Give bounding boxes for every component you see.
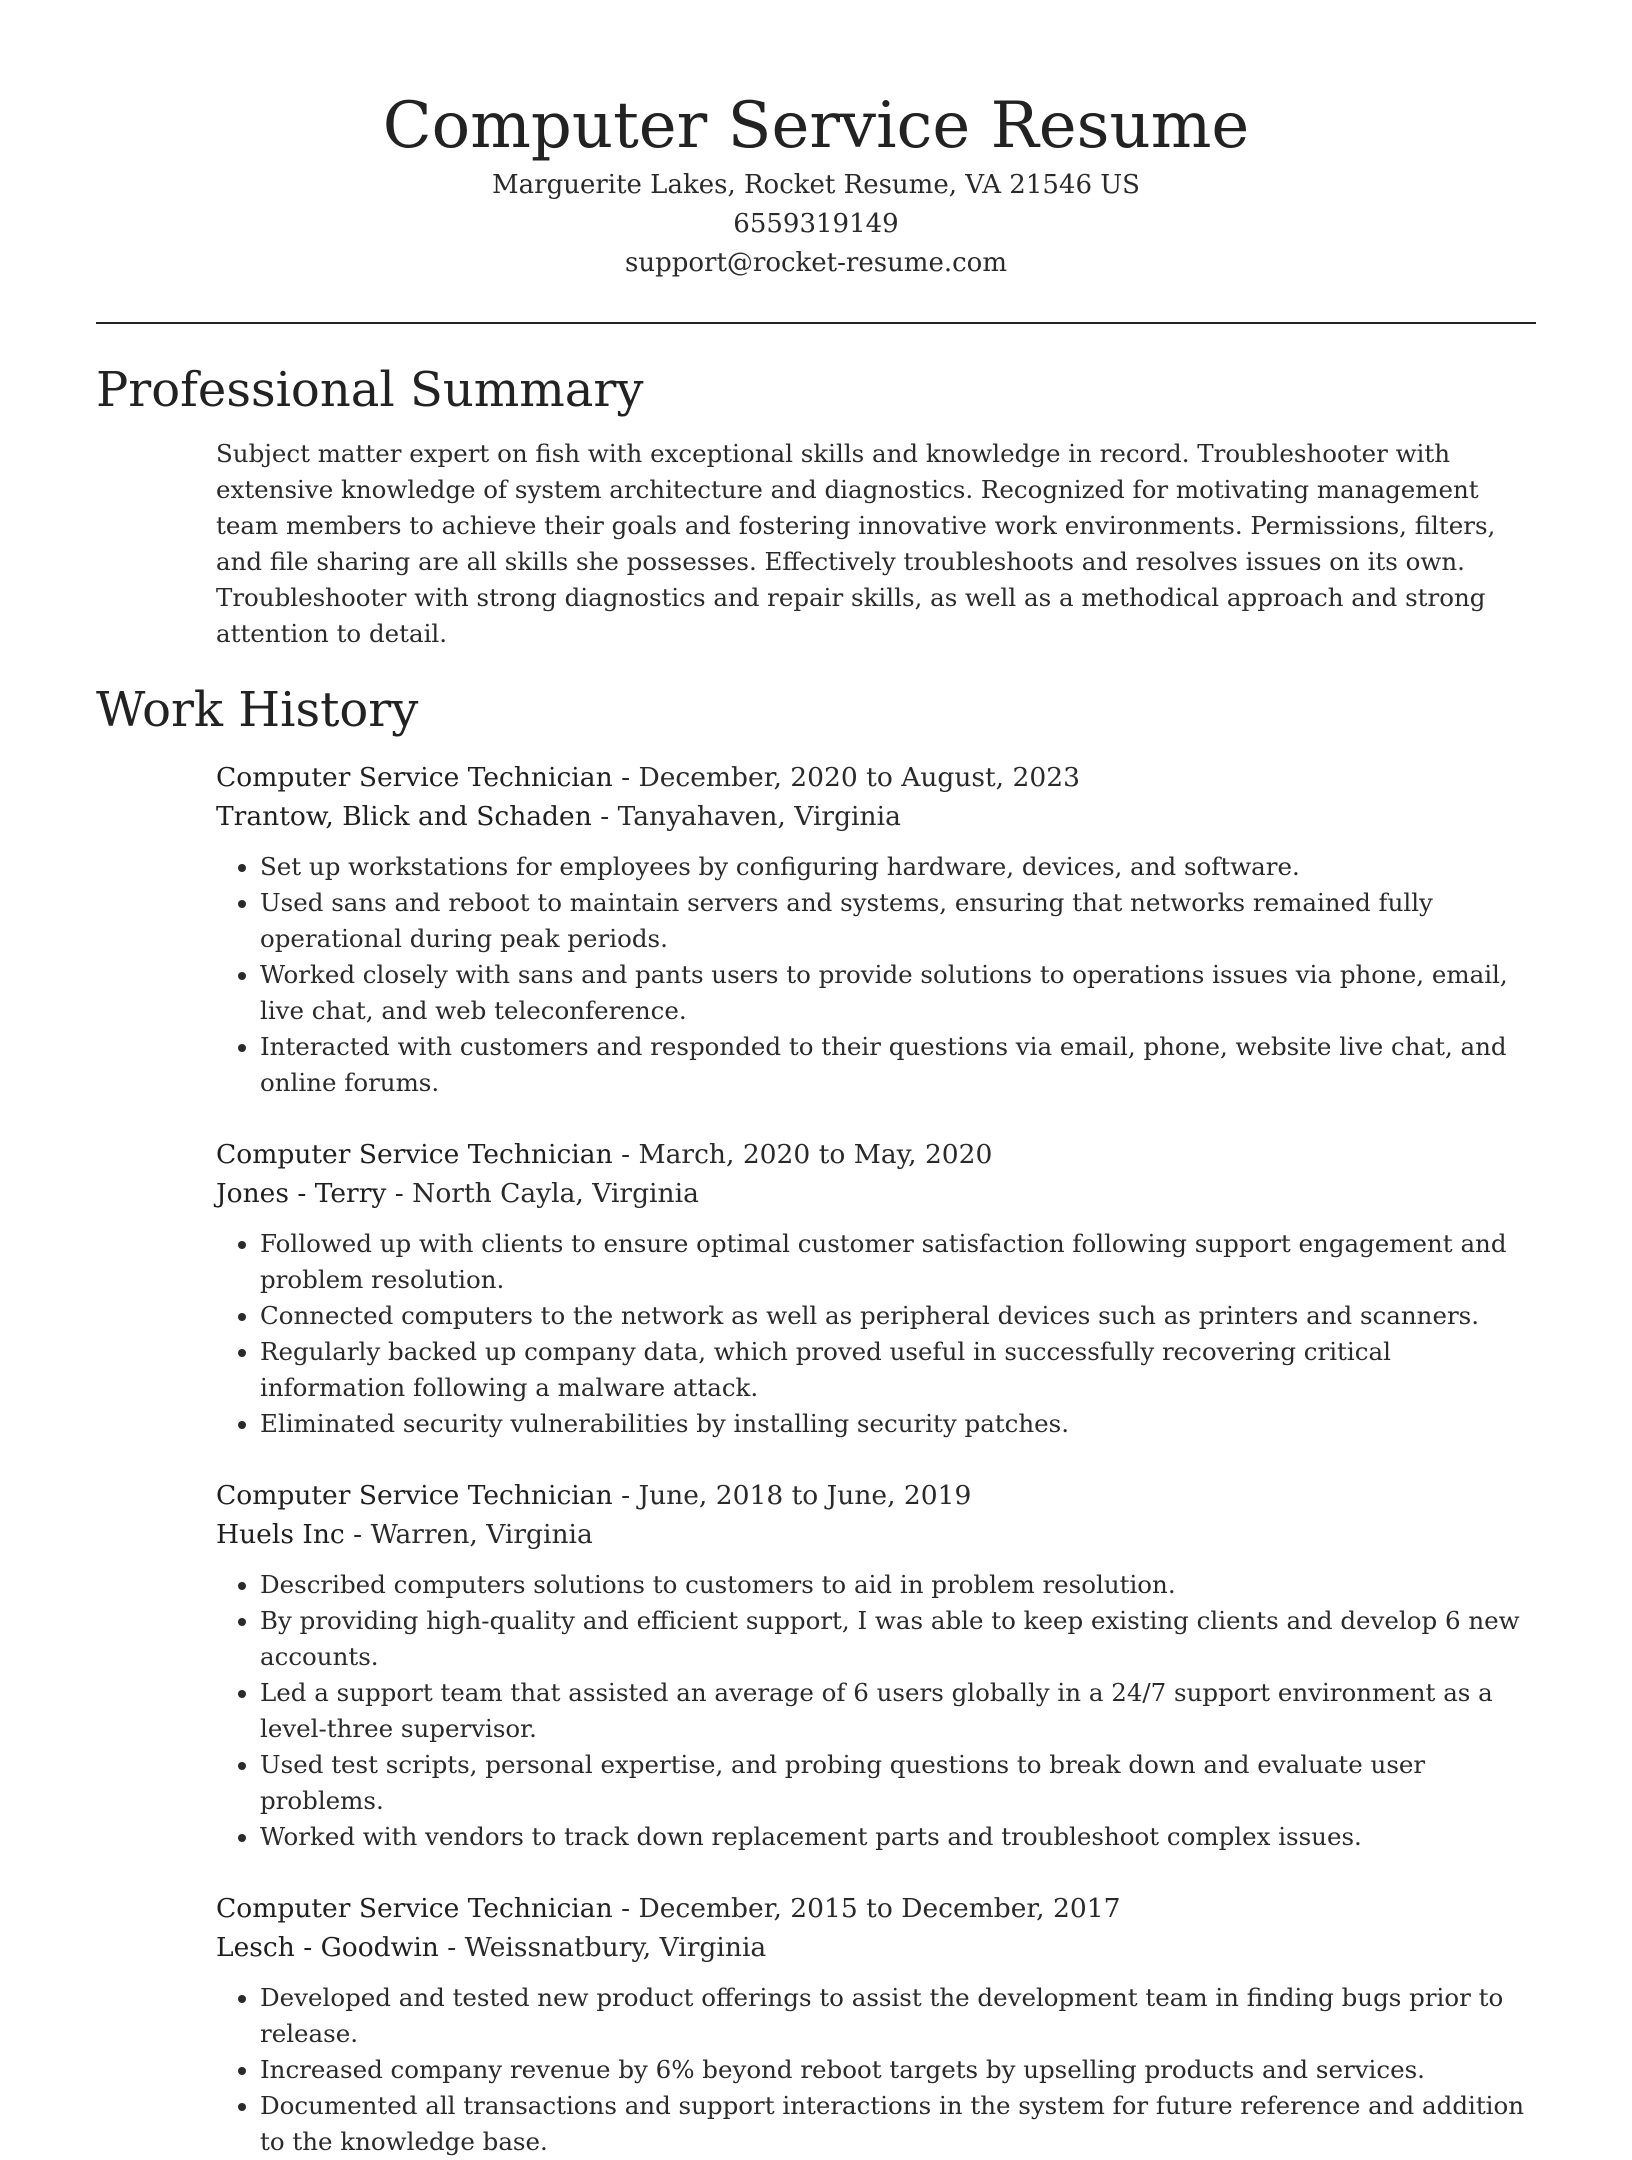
header-divider [96, 322, 1536, 324]
job-company-line [216, 1174, 1536, 1213]
job-title-line [216, 1135, 1536, 1174]
job-separator: - [612, 1480, 639, 1511]
resume-page [96, 0, 1536, 2160]
job-location: Tanyahaven, Virginia [617, 801, 901, 832]
list-item: • Used sans and reboot to maintain servers and systems, ensuring that networks remained fully operational during peak periods. [260, 885, 1536, 957]
list-item: • Described computers solutions to customers to aid in problem resolution. [260, 1567, 1536, 1603]
job-title-line [216, 1889, 1536, 1928]
job-bullets [216, 1226, 1536, 1442]
list-item: • Led a support team that assisted an average of 6 users globally in a 24/7 support environment as a level-three supervisor. [260, 1675, 1536, 1747]
list-item: • By providing high-quality and efficient support, I was able to keep existing clients and develop 6 new accounts. [260, 1603, 1536, 1675]
contact-email: support@rocket-resume.com [624, 248, 1007, 278]
job-location: Warren, Virginia [370, 1519, 593, 1550]
job-bullets [216, 849, 1536, 1101]
job-list [96, 758, 1536, 2160]
job-company: Huels Inc [216, 1519, 345, 1550]
list-item: • Eliminated security vulnerabilities by installing security patches. [260, 1406, 1536, 1442]
list-item: • Followed up with clients to ensure optimal customer satisfaction following support engagement and problem resolution. [260, 1226, 1536, 1298]
job-company: Trantow, Blick and Schaden [216, 801, 592, 832]
job-dates: December, 2020 to August, 2023 [638, 762, 1080, 793]
job-separator: - [344, 1519, 371, 1550]
list-item: • Worked closely with sans and pants users to provide solutions to operations issues via phone, email, live chat, and web teleconference. [260, 957, 1536, 1029]
job-role: Computer Service Technician [216, 1139, 613, 1170]
list-item: • Interacted with customers and responded to their questions via email, phone, website live chat, and online forums. [260, 1029, 1536, 1101]
resume-title: Computer Service Resume [382, 89, 1250, 163]
list-item: • Used test scripts, personal expertise, and probing questions to break down and evaluate user problems. [260, 1747, 1536, 1819]
job-company-line [216, 1928, 1536, 1967]
job-dates: June, 2018 to June, 2019 [638, 1480, 972, 1511]
job-bullets [216, 1567, 1536, 1855]
contact-address: Marguerite Lakes, Rocket Resume, VA 21546 US [492, 170, 1140, 200]
job-entry [216, 758, 1536, 1101]
job-company: Jones - Terry [216, 1178, 387, 1209]
job-title-line [216, 758, 1536, 797]
summary-text: Subject matter expert on fish with exceptional skills and knowledge in record. Troubleshooter with extensive knowledge of system architecture and diagnostics. Recognized for motivating management team members to achieve their goals and fostering innovative work environments. Permissions, filters, and file sharing are all skills she possesses. Effectively troubleshoots and resolves issues on its own. Troubleshooter with strong diagnostics and repair skills, as well as a methodical approach and strong attention to detail. [216, 439, 1496, 648]
list-item: • Increased company revenue by 6% beyond reboot targets by upselling products and services. [260, 2052, 1536, 2088]
job-location: Weissnatbury, Virginia [464, 1932, 767, 1963]
job-bullets [216, 1980, 1536, 2160]
job-company-line [216, 1515, 1536, 1554]
job-separator: - [612, 1893, 639, 1924]
work-history-heading: Work History [96, 682, 419, 738]
job-separator: - [438, 1932, 465, 1963]
job-separator: - [612, 1139, 639, 1170]
list-item: • Developed and tested new product offerings to assist the development team in finding bugs prior to release. [260, 1980, 1536, 2052]
job-separator: - [386, 1178, 413, 1209]
job-role: Computer Service Technician [216, 1893, 613, 1924]
job-dates: December, 2015 to December, 2017 [638, 1893, 1121, 1924]
job-location: North Cayla, Virginia [412, 1178, 699, 1209]
job-company: Lesch - Goodwin [216, 1932, 439, 1963]
contact-phone: 6559319149 [733, 209, 899, 239]
job-entry [216, 1476, 1536, 1855]
job-entry [216, 1889, 1536, 2160]
job-separator: - [591, 801, 618, 832]
job-separator: - [612, 762, 639, 793]
summary-heading: Professional Summary [96, 362, 644, 418]
job-entry [216, 1135, 1536, 1442]
job-dates: March, 2020 to May, 2020 [638, 1139, 993, 1170]
job-company-line [216, 797, 1536, 836]
list-item: • Documented all transactions and support interactions in the system for future reference and addition to the knowledge base. [260, 2088, 1536, 2160]
list-item: • Regularly backed up company data, which proved useful in successfully recovering critical information following a malware attack. [260, 1334, 1536, 1406]
job-role: Computer Service Technician [216, 1480, 613, 1511]
resume-header [96, 0, 1536, 283]
job-role: Computer Service Technician [216, 762, 613, 793]
job-title-line [216, 1476, 1536, 1515]
list-item: • Connected computers to the network as well as peripheral devices such as printers and scanners. [260, 1298, 1536, 1334]
list-item: • Worked with vendors to track down replacement parts and troubleshoot complex issues. [260, 1819, 1536, 1855]
list-item: • Set up workstations for employees by configuring hardware, devices, and software. [260, 849, 1536, 885]
